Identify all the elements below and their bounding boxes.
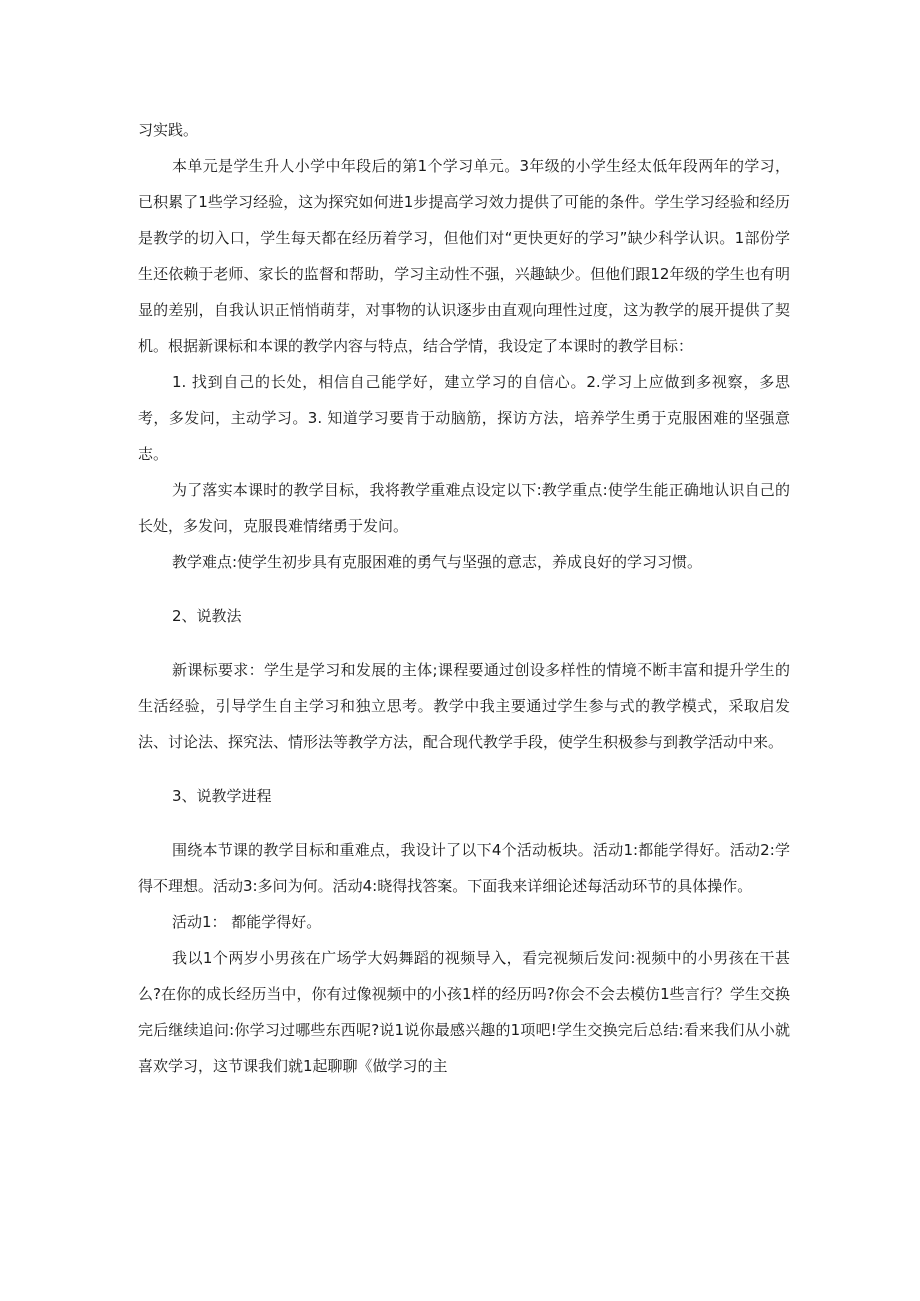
paragraph-unit-intro: 本单元是学生升人小学中年段后的第1个学习单元。3年级的小学生经太低年段两年的学习，已积累了1些学习经验，这为探究如何进1步提高学习效力提供了可能的条件。学生学习经验和经历是教学的切入口，学生每天都在经历着学习，但他们对“更快更好的学习”缺少科学认识。1部份学生还依赖于老师、家长的监督和帮助，学习主动性不强，兴趣缺少。但他们跟12年级的学生也有明显的差别，自我认识正悄悄萌芽，对事物的认识逐步由直观向理性过度，这为教学的展开提供了契机。根据新课标和本课的教学内容与特点，结合学情，我设定了本课时的教学目标： [138, 157, 790, 355]
section-heading-teaching-process: 3、说教学进程 [172, 787, 272, 805]
paragraph-activity-1-detail: 我以1个两岁小男孩在广场学大妈舞蹈的视频导入，看完视频后发问:视频中的小男孩在干甚么?在你的成长经历当中，你有过像视频中的小孩1样的经历吗?你会不会去模仿1些言行？学生交换完后继续追问:你学习过哪些东西呢?说1说你最感兴趣的1项吧!学生交换完后总结:看来我们从小就喜欢学习，这节课我们就1起聊聊《做学习的主 [138, 949, 790, 1075]
paragraph-difficult-points: 教学难点:使学生初步具有克服困难的勇气与坚强的意志，养成良好的学习习惯。 [172, 553, 703, 571]
paragraph-activity-1-title: 活动1： 都能学得好。 [172, 913, 322, 931]
paragraph-key-points: 为了落实本课时的教学目标，我将教学重难点设定以下:教学重点:使学生能正确地认识自己的长处，多发问，克服畏难情绪勇于发问。 [138, 481, 790, 535]
paragraph-continuation: 习实践。 [138, 121, 199, 139]
paragraph-teaching-goals: 1. 找到自己的长处，相信自己能学好，建立学习的自信心。2.学习上应做到多视察，多思考，多发问，主动学习。3. 知道学习要肯于动脑筋，探访方法，培养学生勇于克服困难的坚强意志。 [138, 373, 790, 463]
document-body [138, 112, 790, 1084]
paragraph-teaching-method: 新课标要求：学生是学习和发展的主体;课程要通过创设多样性的情境不断丰富和提升学生的生活经验，引导学生自主学习和独立思考。教学中我主要通过学生参与式的教学模式，采取启发法、讨论法、探究法、情形法等教学方法，配合现代教学手段，使学生积极参与到教学活动中来。 [138, 661, 790, 751]
section-heading-teaching-method: 2、说教法 [172, 607, 242, 625]
paragraph-activity-overview: 围绕本节课的教学目标和重难点，我设计了以下4个活动板块。活动1:都能学得好。活动2:学得不理想。活动3:多问为何。活动4:晓得找答案。下面我来详细论述每活动环节的具体操作。 [138, 841, 790, 895]
